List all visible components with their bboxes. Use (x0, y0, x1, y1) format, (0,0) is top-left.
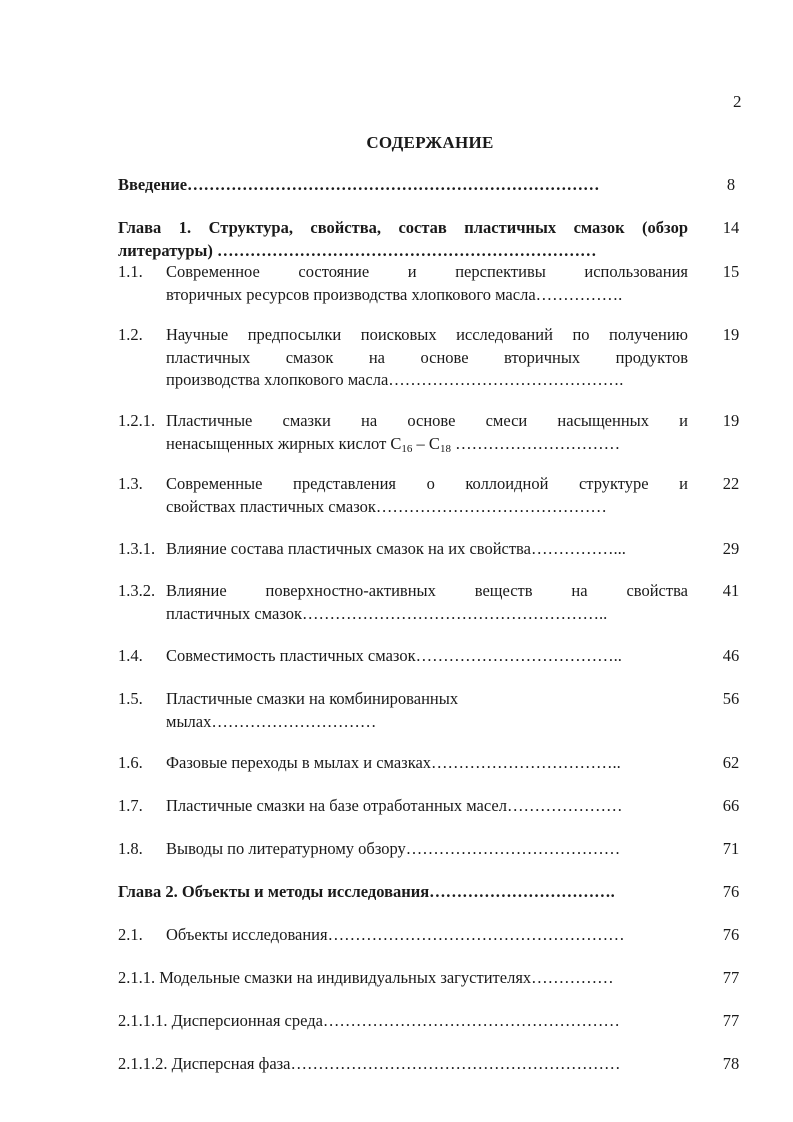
subscript-16: 16 (401, 442, 413, 455)
toc-entry-text-with-formula: ненасыщенных жирных кислот $С_{16} - С_{18}$ ………………………… (166, 433, 621, 455)
toc-entry-text: Глава 1. Структура, свойства, состав пластичных смазок (обзор (118, 218, 688, 237)
toc-entry-page: 78 (722, 1054, 740, 1073)
toc-entry-text: Объекты исследования……………………………………………… (166, 925, 625, 944)
toc-entry-number: 1.8. (118, 839, 143, 858)
toc-entry-number: 1.2.1. (118, 411, 156, 430)
toc-entry-page: 76 (722, 925, 740, 944)
toc-entry-text: 2.1.1. Модельные смазки на индивидуальных загустителях…………… (118, 968, 614, 987)
toc-entry-text: Современное состояние и перспективы использования (166, 262, 688, 281)
toc-entry-text: свойствах пластичных смазок…………………………………… (166, 496, 607, 516)
toc-entry-page: 71 (722, 839, 740, 858)
toc-entry-text: Влияние поверхностно-активных веществ на свойства (166, 581, 688, 600)
toc-entry-page: 46 (722, 646, 740, 665)
toc-entry-text: пластичных смазок……………………………………………….. (166, 603, 608, 623)
toc-entry-text: пластичных смазок на основе вторичных продуктов (166, 347, 688, 367)
toc-entry-number: 2.1. (118, 925, 143, 944)
toc-entry-page: 56 (722, 689, 740, 708)
toc-entry-page: 29 (722, 539, 740, 558)
toc-entry-number: 1.5. (118, 689, 143, 708)
toc-entry-number: 1.1. (118, 262, 143, 281)
toc-entry-number: 1.7. (118, 796, 143, 815)
toc-entry-number: 1.2. (118, 325, 143, 344)
toc-entry-page: 8 (726, 175, 736, 194)
toc-entry-number: 1.3.2. (118, 581, 156, 600)
toc-entry-page: 76 (722, 882, 740, 901)
toc-entry-text: Выводы по литературному обзору………………………………… (166, 839, 621, 858)
toc-entry-text: Глава 2. Объекты и методы исследования……………………………. (118, 882, 615, 901)
toc-entry-text: вторичных ресурсов производства хлопкового масла……………. (166, 284, 623, 304)
toc-entry-page: 14 (722, 218, 740, 237)
toc-entry-number: 1.4. (118, 646, 143, 665)
toc-entry-text: производства хлопкового масла……………………………………. (166, 370, 624, 389)
toc-title: СОДЕРЖАНИЕ (366, 133, 494, 152)
toc-entry-text: Введение………………………………………………………………… (118, 175, 600, 194)
subscript-18: 18 (439, 442, 451, 455)
toc-entry-number: 1.3.1. (118, 539, 156, 558)
toc-entry-text: 2.1.1.2. Дисперсная фаза…………………………………………………… (118, 1054, 621, 1073)
toc-entry-number: 1.3. (118, 474, 143, 493)
toc-entry-page: 19 (722, 411, 740, 430)
toc-entry-page: 62 (722, 753, 740, 772)
toc-entry-page: 15 (722, 262, 740, 281)
toc-entry-text: Пластичные смазки на базе отработанных масел………………… (166, 796, 623, 815)
toc-entry-page: 77 (722, 1011, 740, 1030)
toc-entry-number: 1.6. (118, 753, 143, 772)
toc-entry-page: 22 (722, 474, 740, 493)
toc-entry-text: мылах………………………… (166, 711, 377, 731)
toc-entry-text: Пластичные смазки на комбинированных (166, 689, 459, 708)
toc-entry-text: 2.1.1.1. Дисперсионная среда……………………………………………… (118, 1011, 620, 1030)
toc-entry-page: 41 (722, 581, 740, 600)
toc-entry-text: Научные предпосылки поисковых исследований по получению (166, 325, 688, 344)
toc-entry-text: Пластичные смазки на основе смеси насыщенных и (166, 411, 688, 430)
toc-entry-text: Современные представления о коллоидной структуре и (166, 474, 688, 493)
page-number: 2 (733, 92, 742, 111)
toc-entry-page: 66 (722, 796, 740, 815)
toc-entry-page: 77 (722, 968, 740, 987)
toc-entry-text: литературы) …………………………………………………………… (118, 240, 597, 260)
toc-entry-text: Влияние состава пластичных смазок на их свойства……………... (166, 539, 626, 558)
toc-entry-text: Совместимость пластичных смазок……………………………….. (166, 646, 622, 665)
toc-entry-page: 19 (722, 325, 740, 344)
toc-entry-text: Фазовые переходы в мылах и смазках…………………………….. (166, 753, 621, 772)
